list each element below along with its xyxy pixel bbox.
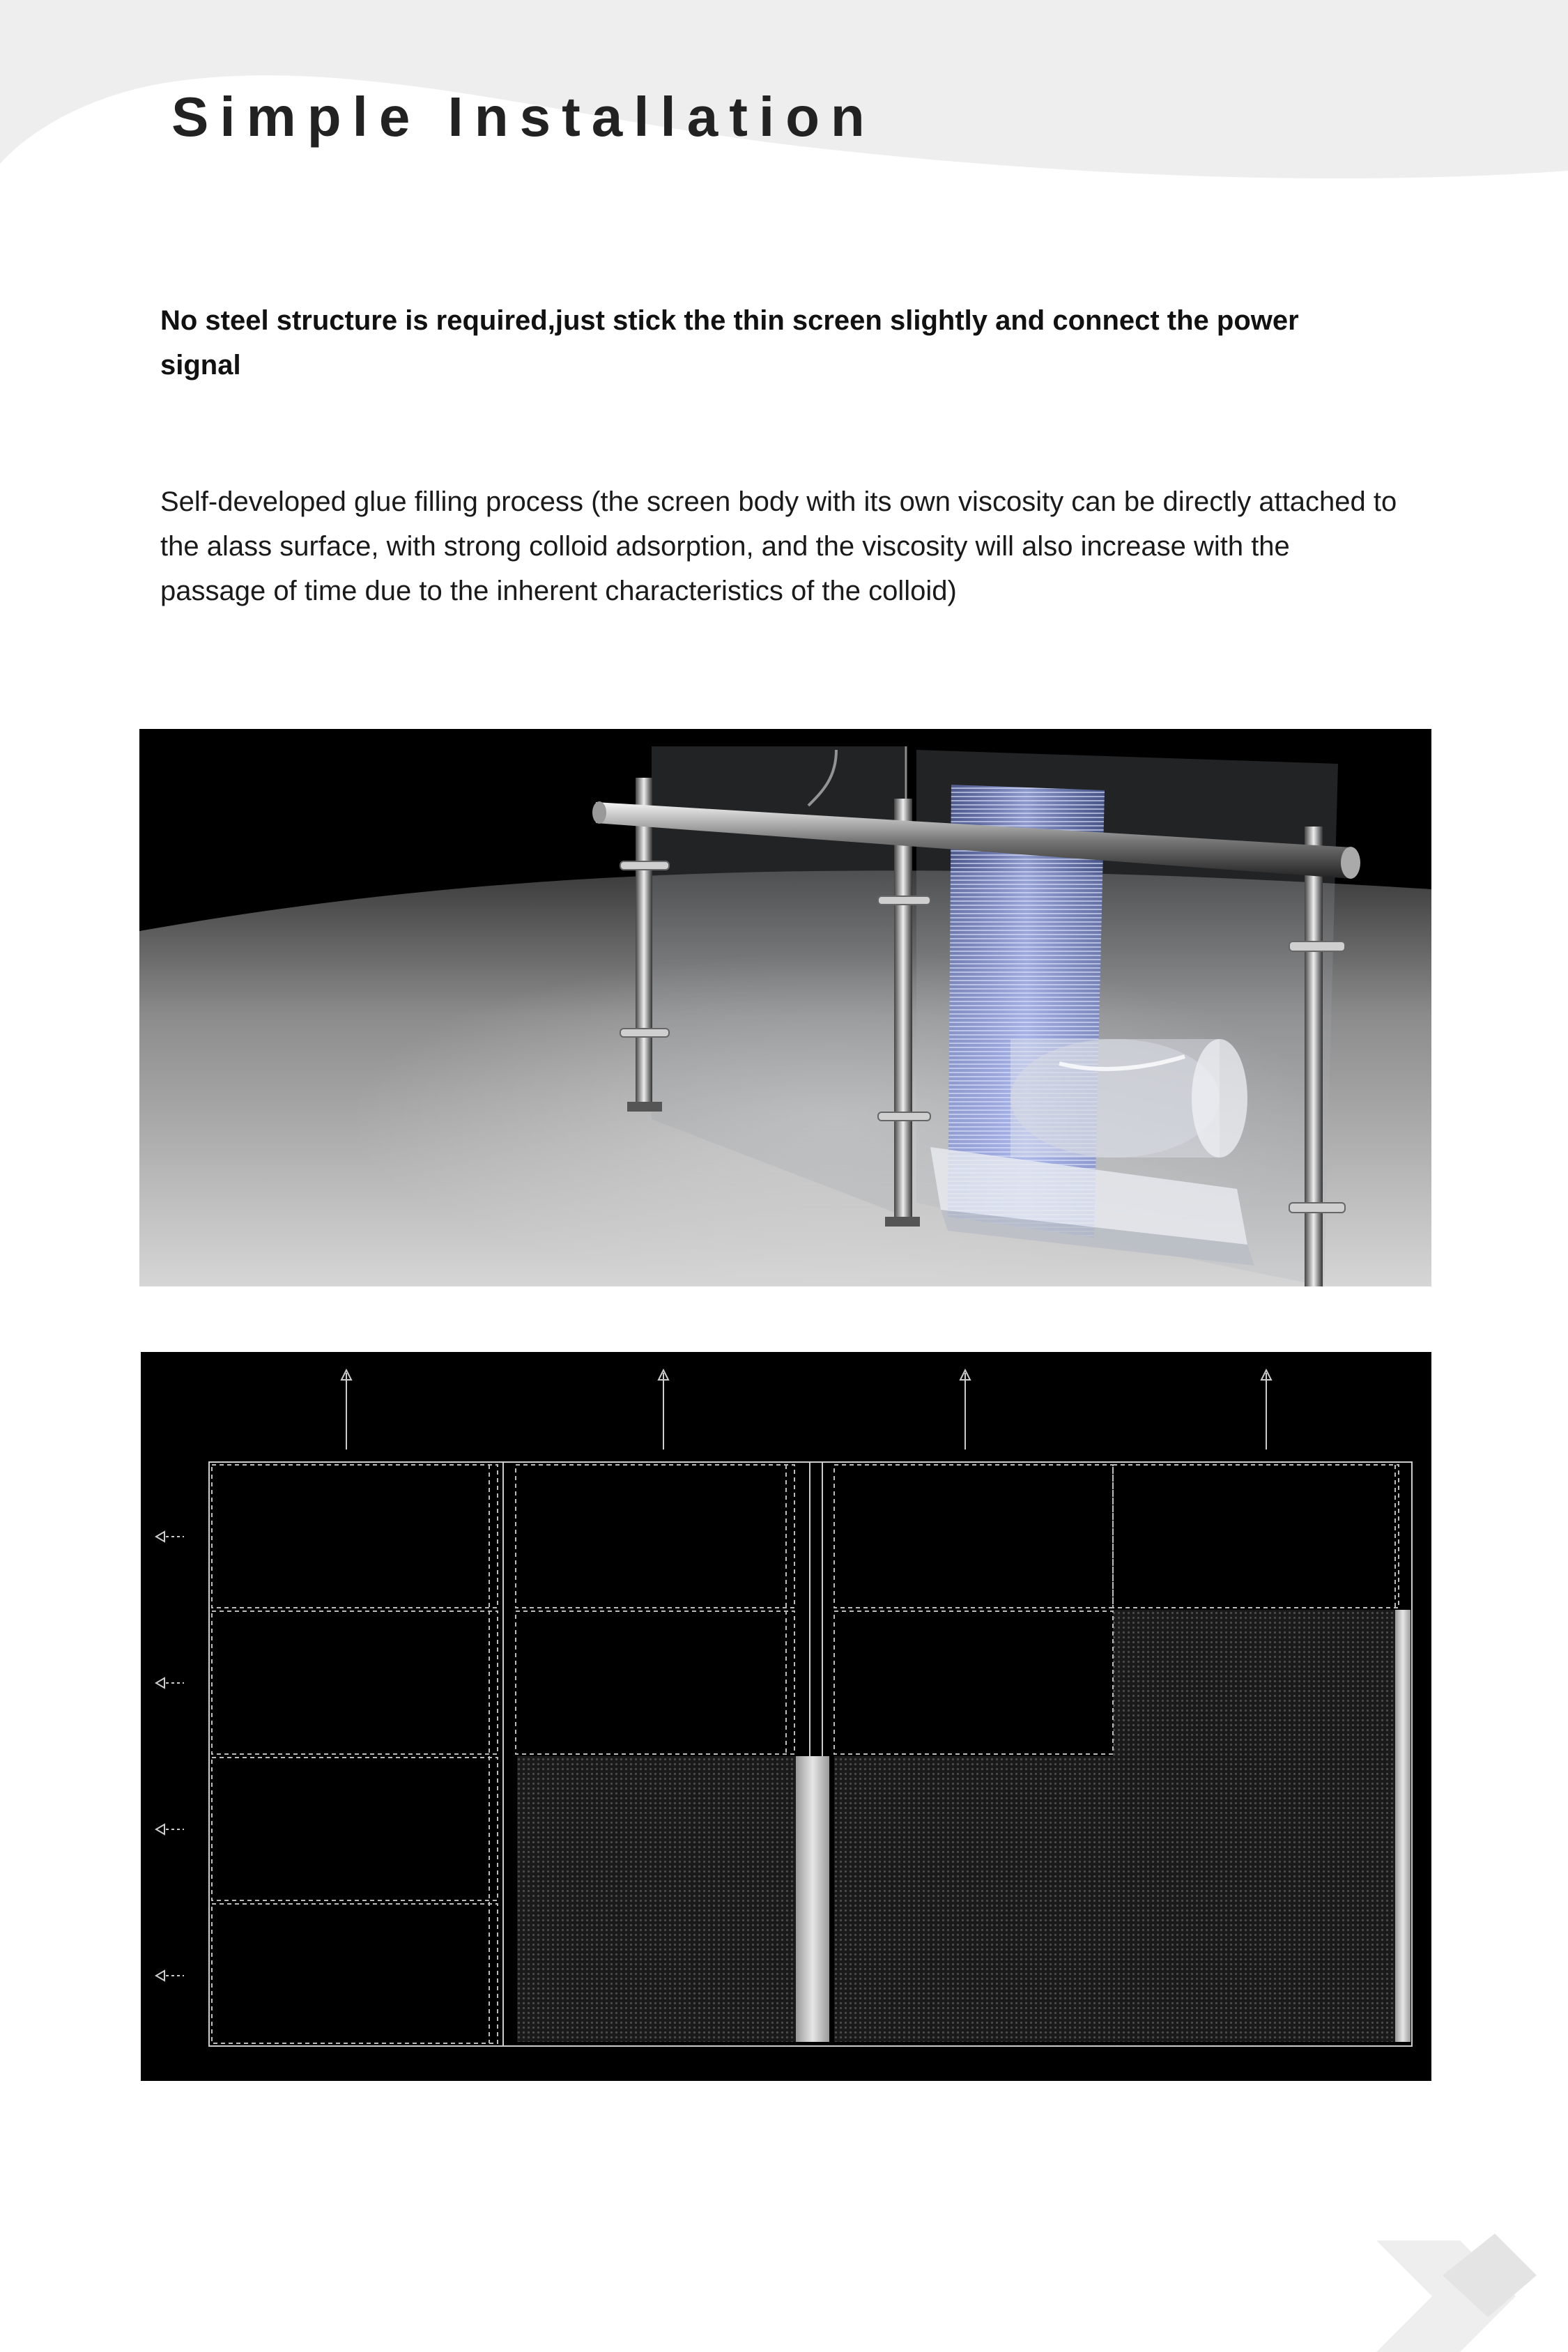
glass-railing-render [139,729,1431,1286]
corner-logo-mark [1376,2234,1537,2352]
lead-statement: No steel structure is required,just stick the thin screen slightly and connect the power signal [160,305,1299,381]
screen-layout-diagram [141,1352,1431,2081]
page-title: Simple Installation [171,86,876,148]
body-paragraph: Self-developed glue filling process (the screen body with its own viscosity can be directly attached to the alass surface, with strong colloid adsorption, and the viscosity will also increase with the passage of time due to the inherent characteristics of the colloid) [160,486,1397,606]
